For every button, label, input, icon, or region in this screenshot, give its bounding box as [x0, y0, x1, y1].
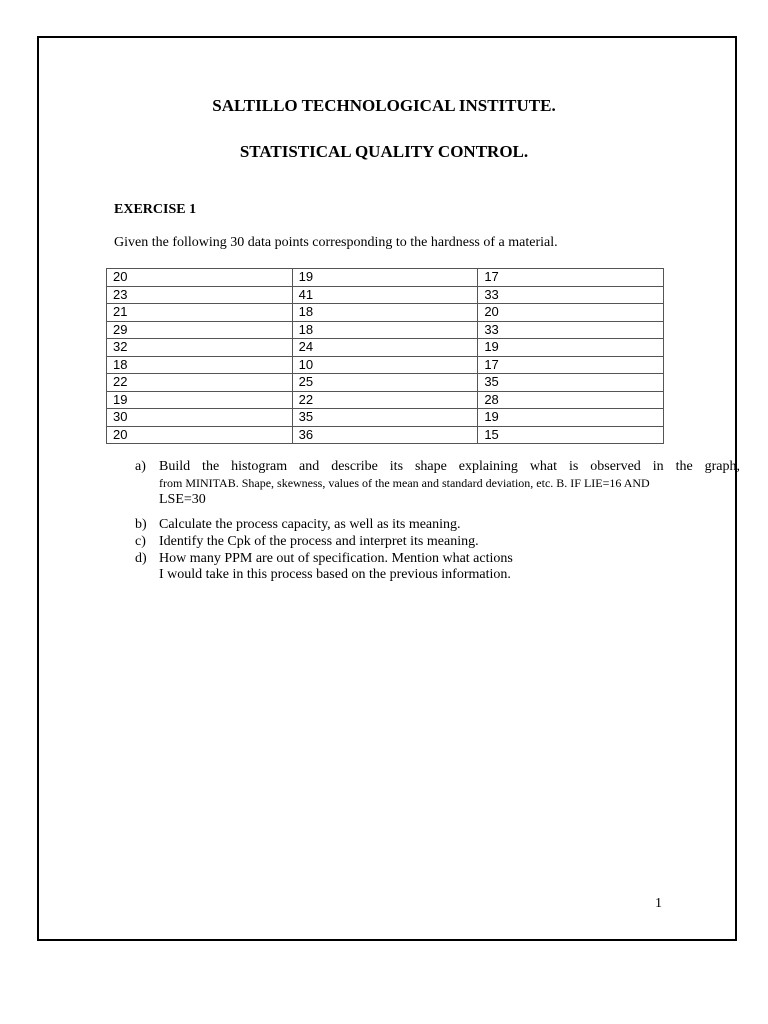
- page-number: 1: [655, 896, 662, 911]
- table-cell: 36: [292, 426, 478, 444]
- table-cell: 19: [107, 391, 293, 409]
- table-cell: 19: [292, 269, 478, 287]
- question-a-line1: Build the histogram and describe its shape explaining what is observed in the graph,: [159, 459, 740, 474]
- table-cell: 22: [292, 391, 478, 409]
- question-d-marker: d): [135, 551, 147, 566]
- table-cell: 35: [292, 409, 478, 427]
- question-d-line1: How many PPM are out of specification. Mention what actions: [159, 551, 513, 566]
- table-row: [107, 374, 664, 392]
- table-cell: 19: [478, 339, 664, 357]
- table-cell: 32: [107, 339, 293, 357]
- course-title: STATISTICAL QUALITY CONTROL.: [239, 142, 529, 161]
- question-c-marker: c): [135, 534, 146, 549]
- question-d: [135, 551, 740, 582]
- table-cell: 33: [478, 286, 664, 304]
- table-cell: 21: [107, 304, 293, 322]
- table-cell: 22: [107, 374, 293, 392]
- question-a-line2: from MINITAB. Shape, skewness, values of the mean and standard deviation, etc. B. IF LIE=16 AND: [159, 476, 650, 490]
- table-cell: 28: [478, 391, 664, 409]
- question-a-marker: a): [135, 459, 146, 474]
- table-cell: 24: [292, 339, 478, 357]
- table-cell: 15: [478, 426, 664, 444]
- table-row: [107, 339, 664, 357]
- question-b-text: Calculate the process capacity, as well as its meaning.: [159, 517, 461, 532]
- table-cell: 17: [478, 269, 664, 287]
- question-a: [135, 459, 740, 517]
- table-row: [107, 426, 664, 444]
- table-cell: 20: [478, 304, 664, 322]
- table-cell: 10: [292, 356, 478, 374]
- exercise-intro: Given the following 30 data points corresponding to the hardness of a material.: [114, 235, 558, 250]
- question-d-line2: I would take in this process based on the previous information.: [159, 567, 511, 582]
- institute-title: SALTILLO TECHNOLOGICAL INSTITUTE.: [212, 96, 556, 115]
- table-cell: 33: [478, 321, 664, 339]
- question-c: [135, 534, 740, 551]
- table-cell: 18: [107, 356, 293, 374]
- table-row: [107, 269, 664, 287]
- hardness-data-table: [106, 268, 664, 444]
- exercise-heading: EXERCISE 1: [114, 202, 197, 217]
- table-cell: 35: [478, 374, 664, 392]
- question-a-line3: LSE=30: [159, 492, 206, 507]
- table-cell: 17: [478, 356, 664, 374]
- table-cell: 41: [292, 286, 478, 304]
- table-cell: 23: [107, 286, 293, 304]
- table-cell: 25: [292, 374, 478, 392]
- question-c-text: Identify the Cpk of the process and interpret its meaning.: [159, 534, 479, 549]
- table-cell: 18: [292, 321, 478, 339]
- table-row: [107, 321, 664, 339]
- table-cell: 19: [478, 409, 664, 427]
- table-row: [107, 409, 664, 427]
- table-row: [107, 304, 664, 322]
- question-b: [135, 517, 740, 534]
- table-row: [107, 286, 664, 304]
- table-row: [107, 391, 664, 409]
- table-cell: 30: [107, 409, 293, 427]
- table-cell: 18: [292, 304, 478, 322]
- table-row: [107, 356, 664, 374]
- table-cell: 20: [107, 269, 293, 287]
- table-cell: 20: [107, 426, 293, 444]
- question-list: [135, 459, 740, 582]
- table-cell: 29: [107, 321, 293, 339]
- question-b-marker: b): [135, 517, 147, 532]
